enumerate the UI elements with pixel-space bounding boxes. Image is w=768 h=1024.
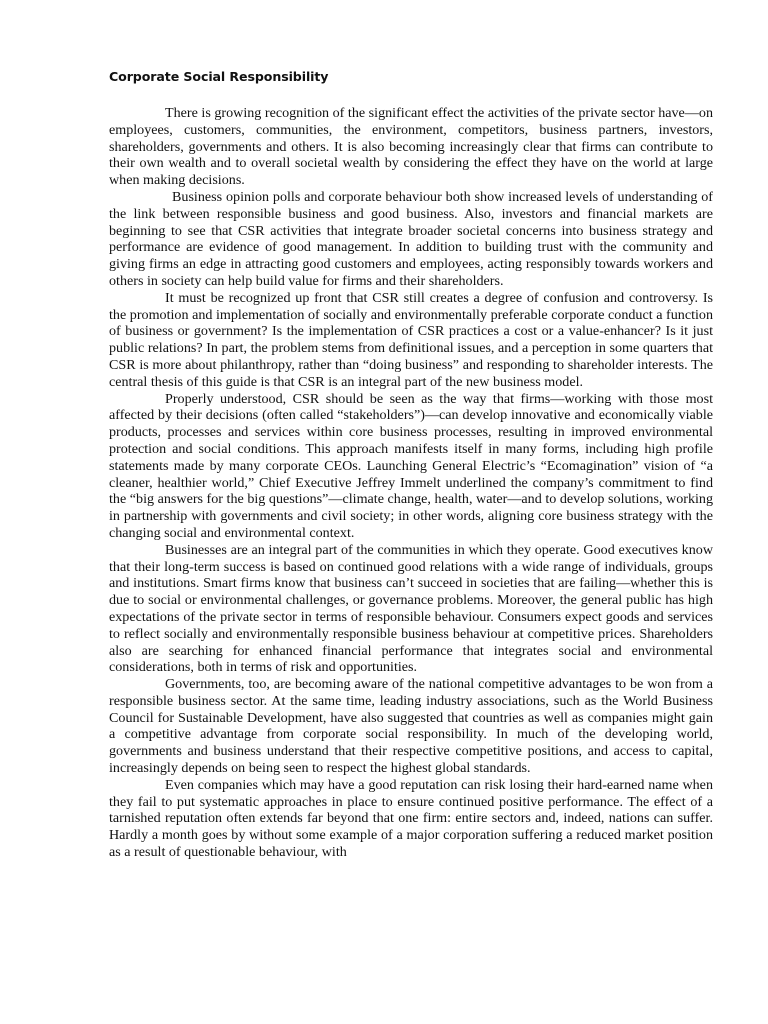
document-body	[109, 105, 713, 861]
paragraph-4: Properly understood, CSR should be seen as the way that firms—working with those most affected by their decisions (often called “stakeholders”)—can develop innovative and economically viable products, processes and services within core business processes, resulting in improved environmental protection and social conditions. This approach manifests itself in many forms, including high profile statements made by many corporate CEOs. Launching General Electric’s “Ecomagination” vision of “a cleaner, healthier world,” Chief Executive Jeffrey Immelt underlined the company’s commitment to find the “big answers for the big questions”—climate change, health, water—and to develop solutions, working in partnership with governments and civil society; in other words, aligning core business strategy with the changing social and environmental context.	[109, 390, 713, 541]
document-title: Corporate Social Responsibility	[109, 69, 329, 84]
paragraph-1: There is growing recognition of the significant effect the activities of the private sector have—on employees, customers, communities, the environment, competitors, business partners, investors, shareholders, governments and others. It is also becoming increasingly clear that firms can contribute to their own wealth and to overall societal wealth by considering the effect they have on the world at large when making decisions.	[109, 105, 713, 189]
paragraph-3: It must be recognized up front that CSR still creates a degree of confusion and controversy. Is the promotion and implementation of socially and environmentally preferable corporate conduct a function of business or government? Is the implementation of CSR practices a cost or a value-enhancer? Is it just public relations? In part, the problem stems from definitional issues, and a perception in some quarters that CSR is more about philanthropy, rather than “doing business” and responding to shareholder interests. The central thesis of this guide is that CSR is an integral part of the new business model.	[109, 289, 713, 390]
paragraph-2: Business opinion polls and corporate behaviour both show increased levels of understanding of the link between responsible business and good business. Also, investors and financial markets are beginning to see that CSR activities that integrate broader societal concerns into business strategy and performance are evidence of good management. In addition to building trust with the community and giving firms an edge in attracting good customers and employees, acting responsibly towards workers and others in society can help build value for firms and their shareholders.	[109, 188, 713, 289]
paragraph-7: Even companies which may have a good reputation can risk losing their hard-earned name when they fail to put systematic approaches in place to ensure continued positive performance. The effect of a tarnished reputation often extends far beyond that one firm: entire sectors and, indeed, nations can suffer. Hardly a month goes by without some example of a major corporation suffering a reduced market position as a result of questionable behaviour, with	[109, 776, 713, 861]
paragraph-5: Businesses are an integral part of the communities in which they operate. Good executives know that their long-term success is based on continued good relations with a wide range of individuals, groups and institutions. Smart firms know that business can’t succeed in societies that are failing—whether this is due to social or environmental challenges, or governance problems. Moreover, the general public has high expectations of the private sector in terms of responsible behaviour. Consumers expect goods and services to reflect socially and environmentally responsible business behaviour at competitive prices. Shareholders also are searching for enhanced financial performance that integrates social and environmental considerations, both in terms of risk and opportunities.	[109, 541, 713, 676]
paragraph-6: Governments, too, are becoming aware of the national competitive advantages to be won from a responsible business sector. At the same time, leading industry associations, such as the World Business Council for Sustainable Development, have also suggested that countries as well as companies might gain a competitive advantage from corporate social responsibility. In much of the developing world, governments and business understand that their respective competitive positions, and access to capital, increasingly depends on being seen to respect the highest global standards.	[109, 676, 713, 777]
